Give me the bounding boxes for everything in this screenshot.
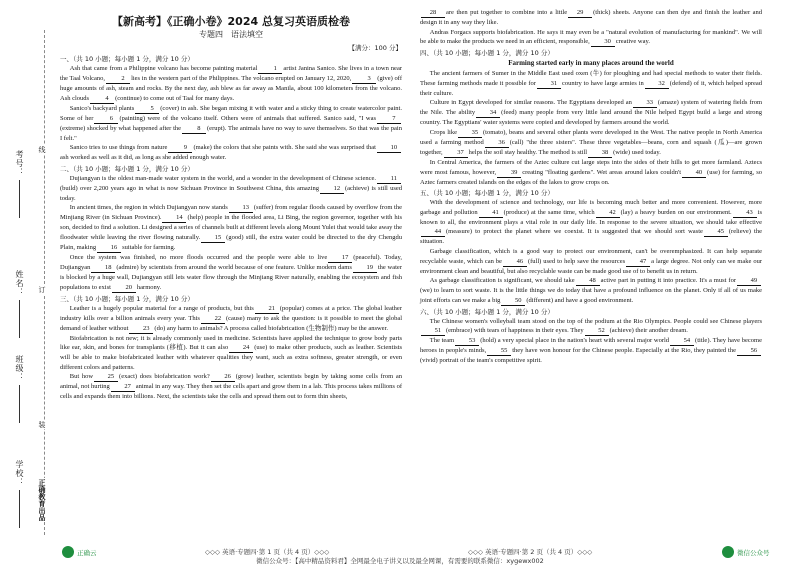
passage-paragraph: Culture in Egypt developed for similar reasons. The Egyptians developed an 33 (amaze) system of watering fields from the Nile. The ability 34 (feed) many people from very little land around the Nile helped Egypt build a large and strong country. The Egyptians' water systems were copied and developed by farmers around the world. (420, 99, 763, 127)
passage-paragraph: Leather is a hugely popular material for a range of products, but this 21 (popular) comes at a price. The global leather industry kills over a billion animals every year. This 22 (cause) many to ask the question: is it possible to meet the global demand of leather without 23 (do) any harm to animals? A process called biofabrication (生物制作) may be the answer. (60, 304, 403, 332)
answer-blank[interactable]: 53 (455, 337, 479, 346)
answer-blank[interactable]: 34 (476, 109, 500, 118)
answer-blank[interactable]: 5 (135, 105, 159, 114)
passage-paragraph: Andras Forgacs supports biofabrication. He says it may even be a "natural evolution of manufacturing for mankind". We will be able to make the products we need in an efficient, responsible, 30 creative way. (420, 28, 762, 46)
full-score: 【满分：100 分】 (348, 44, 402, 52)
answer-blank[interactable]: 24 (229, 344, 253, 353)
answer-blank[interactable]: 46 (503, 258, 527, 267)
answer-blank[interactable]: 20 (112, 284, 136, 293)
answer-blank[interactable]: 45 (704, 228, 728, 237)
section-heading: 三、（共 10 小题；每小题 1 分，满分 10 分） (60, 294, 194, 303)
school-field[interactable]: 学校： (14, 460, 25, 528)
passage-paragraph: The Chinese women's volleyball team stood on the top of the podium at the Rio Olympics. People could see Chinese players51 (embrace) with tears of happiness in their eyes. They 52 (achieve) their another dream. (420, 317, 762, 337)
exam-title: 【新高考】《正确小卷》2024 总复习英语质检卷 (112, 15, 350, 28)
answer-blank[interactable]: 51 (421, 327, 445, 336)
answer-blank[interactable]: 16 (97, 244, 121, 253)
answer-blank[interactable]: 50 (501, 297, 525, 306)
passage-paragraph: Sanico's backyard plants 5 (cover) in ash. She began mixing it with water and a sticky thing to create watercolor paint. Some of her 6 (painting) were of the volcano itself. Others were of animals that suffered. Sanico said, "I was 7(extreme) shocked by what happened after the 8 (erupt). The animals have no way to save themselves. So that was the pain I felt." (60, 104, 402, 142)
section-heading: 六、（共 10 小题；每小题 1 分，满分 10 分） (420, 307, 554, 316)
bind-marker: 装 (38, 421, 46, 428)
answer-blank[interactable]: 10 (377, 144, 401, 153)
name-field[interactable]: 姓名： (14, 270, 25, 338)
passage-paragraph: The ancient farmers of Sumer in the Middle East used oxen (牛) for ploughing and had special methods to water their fields. These farming methods made it possible for 31 country to have large armies in 32 (defend) of it, which helped spread their culture. (420, 70, 763, 97)
answer-blank[interactable]: 28 (421, 9, 445, 18)
passage-paragraph: Biofabrication is not new; it is already commonly used in medicine. Scientists have applied the technique to grow body parts like ear, skin, and bones for transplants (移植). But it can also 24 (use) to make other products, such as leather. Scientists will be able to make biofabricated leather with whatever qualities they want, such as extra softness, greater strength, or even different colors and patterns. (60, 334, 403, 371)
topic-subtitle: 专题四 语法填空 (199, 30, 263, 39)
student-id-field[interactable]: 考号： (14, 150, 25, 218)
answer-blank[interactable]: 22 (201, 315, 225, 324)
passage-paragraph: Crops like 35 (tomato), beans and several other plants were developed in the West. The native people in North America used a farming method 36 (call) "the three sisters". These three vegetables—beans, corn and squash (瓜)—are grown together, 37 helps the soil stay healthy. The method is still 38 (wide) used today. (420, 128, 763, 156)
passage-paragraph: But how 25 (exact) does biofabrication work? 26 (grow) leather, scientists begin by taking some cells from an animal, not hurting 27 animal in any way. They then set the cells apart and grow them in a lab. This process takes millions of cells and expands them into billions. Next, the scientists take the cells and spread them out to form thin sheets, (60, 373, 403, 401)
promo-footer-text: 微信公众号：【高中精品资料君】全网最全电子讲义以及最全网课，有需要的联系微信：xygewx002 (256, 557, 544, 565)
answer-blank[interactable]: 21 (255, 305, 279, 314)
answer-blank[interactable]: 35 (458, 129, 482, 138)
brand-logo-left: 正确云 (62, 546, 97, 558)
page-one (60, 8, 402, 402)
passage-paragraph: Ash that came from a Philippine volcano has become painting material 1 artist Janina Sanico. She lives in a town near the Taal Volcano, 2 lies in the western part of the Philippines. The volcano erupted on January 12, 2020, 3 (give) off huge amounts of ash, steam and rocks. By the next day, ash blew as far away as Manila, about 100 kilometers from the volcano. Ash clouds 4 (continue) to come out of Taal for many days. (60, 65, 403, 102)
passage-paragraph: In Central America, the farmers of the Aztec culture cut large steps into the sides of their hills to get more farmland. Aztecs were most famous, however, 39 creating "floating gardens". Wet areas around lakes couldn't 40 (use) for farming, so Aztec farmers created islands on the edges of the lakes to grow crops on. (420, 158, 763, 186)
class-field[interactable]: 班级： (14, 355, 25, 423)
section-heading: 一、（共 10 小题；每小题 1 分，满分 10 分） (60, 55, 194, 63)
answer-blank[interactable]: 11 (377, 175, 401, 184)
logo-icon (62, 546, 74, 558)
answer-blank[interactable]: 40 (682, 169, 706, 178)
passage-paragraph: As garbage classification is significant, we should take 48 active part in putting it into practice. It's a must for 49(we) to learn to sort waste. It is the little things we do today that have a profound influence on the planet. Only if all of us make joint efforts can we make a big 50 (different) and have a good environment. (420, 277, 762, 304)
answer-blank[interactable]: 23 (129, 325, 153, 334)
answer-blank[interactable]: 43 (733, 209, 757, 218)
section-heading: 五、（共 10 小题；每小题 1 分，满分 10 分） (420, 189, 554, 198)
answer-blank[interactable]: 54 (670, 337, 694, 346)
passage-paragraph: With the development of science and technology, our life is becoming much better and more convenient. However, more garbage and pollution 41 (produce) at the same time, which 42 (lay) a heavy burden on our environment. 43 is known to all, the environment plays a vital role in our daily life. In response to the severe situation, we should take effective44 (measure) to protect the planet where we coexist. It is suggested that we should sort waste 45 (relieve) the situation. (420, 199, 762, 246)
passage-paragraph: Dujiangyan is the oldest man-made water system in the world, and a wonder in the development of Chinese science. 11(build) over 2,200 years ago in what is now Sichuan Province in Southwest China, this amazing 12 (achieve) is still used today. (60, 174, 402, 202)
answer-blank[interactable]: 42 (596, 209, 620, 218)
page-one-footer: ◇◇◇ 英语·专题四·第 1 页（共 4 页）◇◇◇ (205, 548, 330, 556)
answer-blank[interactable]: 44 (421, 228, 445, 237)
answer-blank[interactable]: 56 (737, 347, 761, 356)
passage-paragraph: In ancient times, the region in which Dujiangyan now stands 13 (suffer) from regular floods caused by overflow from the Minjiang River (in Sichuan Province). 14 (help) people in the flooded area, Li Bing, the region governor, together with his son, decided to find a solution. Li designed a series of channels built at different levels along Mount Yulei that would take away the floodwater while leaving the river flowing naturally. 15 (good) still, the extra water could be directed to the dry Chengdu Plain, making 16 suitable for farming. (60, 204, 402, 251)
publisher-note: 正确教育出品 (38, 479, 46, 521)
answer-blank[interactable]: 33 (633, 99, 657, 108)
answer-blank[interactable]: 32 (645, 80, 669, 89)
answer-blank[interactable]: 25 (94, 373, 118, 382)
page-two (420, 8, 762, 366)
answer-blank[interactable]: 30 (591, 38, 615, 47)
line-marker: 线 (38, 146, 46, 153)
answer-blank[interactable]: 38 (588, 149, 612, 158)
passage-paragraph: The team 53 (hold) a very special place in the nation's heart with several major world 54 (title). They have become heroes in people's minds, 55 they have won honour for the Chinese people. Especially at the Rio, they painted the 56(vivid) portrait of the team's competitive spirit. (420, 337, 762, 365)
passage-title: Farming started early in many places around the world (508, 59, 674, 68)
answer-blank[interactable]: 31 (537, 80, 561, 89)
answer-blank[interactable]: 6 (94, 115, 118, 124)
answer-blank[interactable]: 14 (162, 214, 186, 223)
answer-blank[interactable]: 13 (229, 204, 253, 213)
logo-icon (722, 546, 734, 558)
answer-blank[interactable]: 8 (182, 125, 206, 134)
binding-dashed-line (44, 30, 45, 535)
answer-blank[interactable]: 52 (585, 327, 609, 336)
passage-paragraph: Once the system was finished, no more floods occurred and the people were able to live 17 (peaceful). Today, Dujiangyan 18 (admire) by scientists from around the world because of one feature. Unlike modern dams 19 the water is blocked by a huge wall, Dujiangyan still lets water flow through the Minjiang River naturally, enabling the ecosystem and fish populations to exist 20 harmony. (60, 253, 402, 291)
answer-blank[interactable]: 9 (168, 144, 192, 153)
answer-blank[interactable]: 55 (487, 347, 511, 356)
answer-blank[interactable]: 29 (568, 9, 592, 18)
section-heading: 二、（共 10 小题；每小题 1 分，满分 10 分） (60, 164, 194, 173)
answer-blank[interactable]: 39 (497, 169, 521, 178)
answer-blank[interactable]: 18 (91, 264, 115, 273)
answer-blank[interactable]: 37 (444, 149, 468, 158)
answer-blank[interactable]: 1 (258, 65, 282, 74)
order-marker: 订 (38, 286, 46, 293)
answer-blank[interactable]: 36 (485, 139, 509, 148)
brand-logo-right: 微信公众号 (722, 546, 770, 558)
answer-blank[interactable]: 41 (479, 209, 503, 218)
answer-blank[interactable]: 19 (353, 264, 377, 273)
answer-blank[interactable]: 2 (106, 75, 130, 84)
answer-blank[interactable]: 47 (626, 258, 650, 267)
answer-blank[interactable]: 27 (111, 383, 135, 392)
answer-blank[interactable]: 7 (377, 115, 401, 124)
answer-blank[interactable]: 17 (328, 254, 352, 263)
section-heading: 四、（共 10 小题；每小题 1 分，满分 10 分） (420, 49, 554, 58)
answer-blank[interactable]: 48 (576, 277, 600, 286)
answer-blank[interactable]: 15 (201, 234, 225, 243)
answer-blank[interactable]: 4 (90, 95, 114, 104)
binding-gutter (0, 0, 58, 569)
page-two-footer: ◇◇◇ 英语·专题四·第 2 页（共 4 页）◇◇◇ (468, 548, 593, 556)
passage-paragraph: Garbage classification, which is a good way to protect our environment, can't be overemphasized. It can help separate recyclable waste, which can be 46 (full) used to help save the resources 47 a large degree. Not only can we make our environment clean and beautiful, but also recyclable waste can be made good use of to benefit us in return. (420, 247, 762, 275)
answer-blank[interactable]: 12 (320, 185, 344, 194)
passage-paragraph: 28 are then put together to combine into a little 29 (thick) sheets. Anyone can then dye and finish the leather and design it in any way they like. (420, 9, 762, 26)
answer-blank[interactable]: 3 (352, 75, 376, 84)
passage-paragraph: Sanico tries to use things from nature 9 (make) the colors that she paints with. She said she was surprised that 10ash worked as well as it did, as long as she added enough water. (60, 143, 402, 163)
answer-blank[interactable]: 49 (737, 277, 761, 286)
answer-blank[interactable]: 26 (211, 373, 235, 382)
